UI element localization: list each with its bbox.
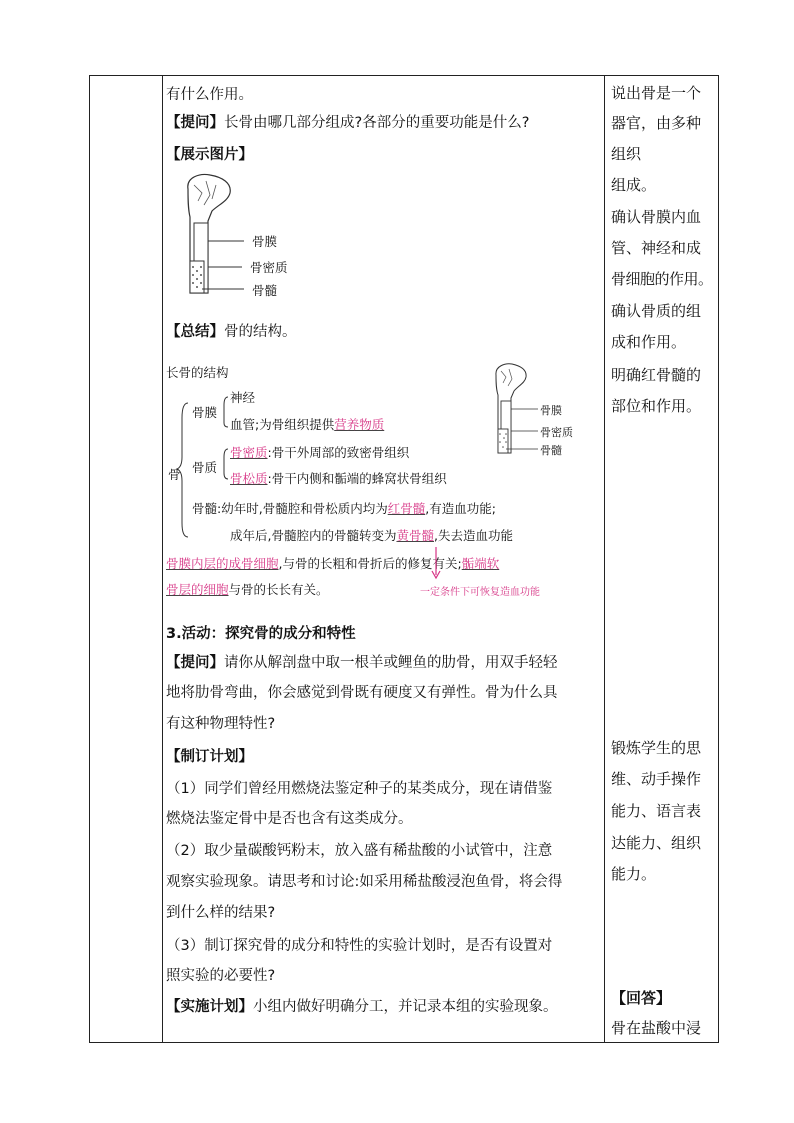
cells-text: 与骨的长长有关。 xyxy=(228,582,329,597)
structure-title: 长骨的结构 xyxy=(166,365,229,380)
figure-label: 骨密质 xyxy=(540,426,573,439)
marrow-text: :幼年时,骨髓腔和骨松质内均为 xyxy=(217,501,388,516)
marrow-label: 骨髓 xyxy=(192,501,218,516)
bone-label: 骨 xyxy=(168,467,181,482)
osteoblast-key-term: 骨膜内层的成骨细胞 xyxy=(166,556,279,571)
column-divider-left xyxy=(162,76,163,1042)
text-line: 照实验的必要性? xyxy=(166,968,276,984)
figure-label: 骨髓 xyxy=(540,444,562,457)
column-divider-right xyxy=(604,76,605,1042)
cells-text: ,与骨的长粗和骨折后的修复有关; xyxy=(278,556,462,571)
goal-line: 说出骨是一个 xyxy=(611,84,702,102)
figure-label: 骨膜 xyxy=(252,234,278,249)
marrow-text: 成年后,骨髓腔内的骨髓转变为 xyxy=(230,528,397,543)
spongy-line xyxy=(230,469,447,489)
nerve-label: 神经 xyxy=(230,390,256,405)
summary-text: 骨的结构。 xyxy=(224,324,297,340)
goal-line: 确认骨膜内血 xyxy=(611,208,702,226)
red-marrow-key-term: 红骨髓 xyxy=(387,501,426,516)
compact-text: :骨干外周部的致密骨组织 xyxy=(267,445,410,460)
figure-label: 骨膜 xyxy=(540,404,562,417)
handwritten-note: 一定条件下可恢复造血功能 xyxy=(420,587,540,598)
periosteum-label: 骨膜 xyxy=(192,405,218,420)
goal-line: 器官，由多种 xyxy=(611,114,702,132)
marrow-text: ,有造血功能; xyxy=(425,501,496,516)
summary-tag: 【总结】 xyxy=(166,324,224,340)
figure-label: 骨密质 xyxy=(250,260,288,275)
text-line: 燃烧法鉴定骨中是否也含有这类成分。 xyxy=(166,811,413,827)
nutrient-key-term: 营养物质 xyxy=(334,417,385,432)
text-line: 观察实验现象。请思考和讨论:如采用稀盐酸浸泡鱼骨，将会得 xyxy=(166,874,563,890)
goal-line: 成和作用。 xyxy=(611,333,687,351)
text-line: （2）取少量碳酸钙粉末，放入盛有稀盐酸的小试管中，注意 xyxy=(166,843,553,859)
compact-key-term: 骨密质 xyxy=(230,445,268,460)
question2-line xyxy=(166,653,558,673)
text-line: （1）同学们曾经用燃烧法鉴定种子的某类成分，现在请借鉴 xyxy=(166,781,553,797)
text-line: 地将肋骨弯曲，你会感觉到骨既有硬度又有弹性。骨为什么具 xyxy=(166,685,558,701)
goal-line: 达能力、组织 xyxy=(611,834,702,852)
figure-label: 骨髓 xyxy=(252,283,278,298)
goal-line: 能力。 xyxy=(611,865,657,883)
cells-line-2 xyxy=(166,580,329,600)
goal-line: 骨细胞的作用。 xyxy=(611,270,713,288)
spongy-text: :骨干内侧和骺端的蜂窝状骨组织 xyxy=(267,471,447,486)
text-line: 到什么样的结果? xyxy=(166,905,276,921)
goal-line: 锻炼学生的思 xyxy=(611,739,702,757)
vessel-line xyxy=(230,415,384,435)
goal-line: 组成。 xyxy=(611,176,657,194)
marrow-text: ,失去造血功能 xyxy=(434,528,513,543)
cells-line-1 xyxy=(166,554,499,574)
answer-line: 骨在盐酸中浸 xyxy=(611,1019,702,1037)
show-picture-tag: 【展示图片】 xyxy=(166,147,253,163)
yellow-marrow-key-term: 黄骨髓 xyxy=(396,528,434,543)
goal-line: 明确红骨髓的 xyxy=(611,366,702,384)
implement-tag: 【实施计划】 xyxy=(166,999,253,1015)
answer-tag: 【回答】 xyxy=(611,989,672,1007)
implement-text: 小组内做好明确分工，并记录本组的实验现象。 xyxy=(253,999,558,1015)
vessel-text: 血管;为骨组织提供 xyxy=(230,417,335,432)
marrow-line-2 xyxy=(230,526,513,546)
implement-line xyxy=(166,997,558,1017)
arrow-icon xyxy=(428,545,444,581)
epiphysis-key-term: 骺端软 xyxy=(461,556,500,571)
text-line: 有什么作用。 xyxy=(166,87,253,103)
question-text: 长骨由哪几部分组成?各部分的重要功能是什么? xyxy=(224,115,530,131)
text-line: 有这种物理特性? xyxy=(166,716,276,732)
goal-line: 维、动手操作 xyxy=(611,770,702,788)
question2-text: 请你从解剖盘中取一根羊或鲤鱼的肋骨，用双手轻轻 xyxy=(224,655,558,671)
marrow-line-1 xyxy=(192,499,496,519)
goal-line: 管、神经和成 xyxy=(611,239,702,257)
goal-line: 确认骨质的组 xyxy=(611,302,702,320)
text-line: （3）制订探究骨的成分和特性的实验计划时，是否有设置对 xyxy=(166,938,553,954)
summary-line xyxy=(166,322,297,342)
goal-line: 能力、语言表 xyxy=(611,802,702,820)
question-tag: 【提问】 xyxy=(166,115,224,131)
substance-label: 骨质 xyxy=(192,460,218,475)
question2-tag: 【提问】 xyxy=(166,655,224,671)
goal-line: 组织 xyxy=(611,145,642,163)
activity-title: 3.活动：探究骨的成分和特性 xyxy=(166,626,356,642)
compact-line xyxy=(230,443,409,463)
spongy-key-term: 骨松质 xyxy=(230,471,268,486)
epiphysis-key-term: 骨层的细胞 xyxy=(166,582,229,597)
question-line xyxy=(166,113,529,133)
goal-line: 部位和作用。 xyxy=(611,397,702,415)
plan-tag: 【制订计划】 xyxy=(166,749,253,765)
